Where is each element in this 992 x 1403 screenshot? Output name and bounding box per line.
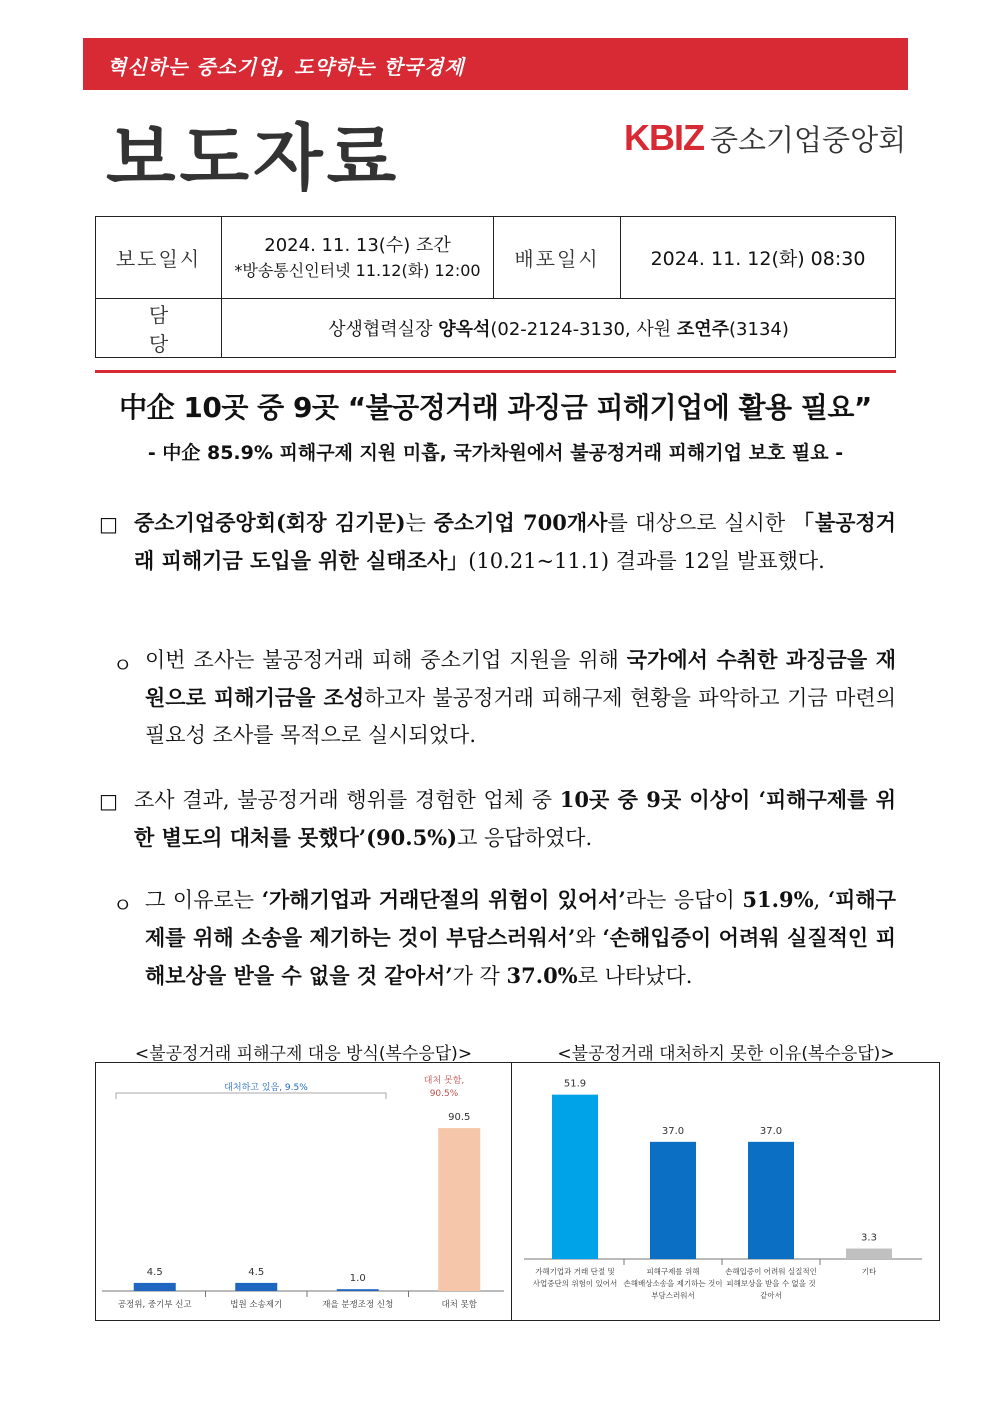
p4-pct-2: 37.0% [506, 963, 578, 988]
logo-brand: KBIZ [624, 117, 704, 158]
square-bullet-1: □ [99, 512, 118, 536]
paragraph-2 [145, 641, 896, 754]
circle-bullet-2: ㅇ [113, 893, 133, 917]
p4-text-5: 로 나타났다. [577, 964, 693, 988]
logo-org-name: 중소기업중앙회 [710, 122, 907, 157]
chart-2-value-label-2: 37.0 [759, 1125, 783, 1137]
p1-target: 중소기업 700개사 [433, 510, 608, 535]
circle-bullet-1: ㅇ [113, 653, 133, 677]
p4-pct-1: 51.9% [742, 887, 814, 912]
contact-name-1: 양옥석 [438, 319, 491, 340]
chart-1-frame [95, 1062, 512, 1321]
chart-2-bar-2 [748, 1142, 794, 1259]
p4-reason-1: ‘가해기업과 거래단절의 위험이 있어서’ [261, 887, 626, 912]
p4-text-3: 와 [575, 926, 603, 950]
release-date-cell [222, 217, 494, 299]
contact-label: 담 당 [96, 299, 222, 358]
chart-2-category-label-1-2: 부담스러워서 [651, 1291, 695, 1300]
chart-2-category-label-3-0: 기타 [861, 1267, 877, 1276]
p1-text-1: 는 [405, 511, 434, 535]
chart-2-value-label-0: 51.9 [563, 1078, 587, 1090]
p4-text-1: 그 이유로는 [145, 888, 262, 912]
chart-2-category-label-2-0: 손해입증이 어려워 실질적인 [725, 1267, 817, 1276]
release-broadcast-note: *방송통신인터넷 11.12(화) 12:00 [234, 261, 481, 280]
chart-1-bar-0 [134, 1283, 176, 1291]
chart-2-category-label-1-1: 손해배상소송을 제기하는 것이 [623, 1279, 723, 1288]
contact-name-2: 조연주 [676, 319, 730, 340]
p2-text-2: 하고자 불공정거래 피해구제 현황을 파악하고 기금 마련의 필요성 조사를 목적으로 실시되었다. [145, 686, 896, 747]
p1-text-2: 를 대상으로 실시한 [607, 511, 793, 535]
chart-1-svg [96, 1063, 511, 1320]
p1-survey: 「불공정거래 피해기금 도입을 위한 실태조사」 [134, 510, 896, 573]
chart-1-value-label-2: 1.0 [349, 1273, 366, 1285]
header-banner [83, 38, 908, 90]
chart-1-value-label-1: 4.5 [248, 1266, 265, 1278]
chart-1-category-label-0: 공정위, 중기부 신고 [117, 1300, 192, 1310]
contact-phone: (02-2124-3130, 사원 [490, 319, 677, 340]
p4-comma: , [813, 888, 828, 912]
chart-2-value-label-1: 37.0 [661, 1125, 685, 1137]
p2-emphasis: 국가에서 수취한 과징금을 재원으로 피해기금을 조성 [145, 647, 896, 710]
chart-1-bracket [116, 1093, 386, 1099]
p3-emphasis: 10곳 중 9곳 이상이 ‘피해구제를 위한 별도의 대처를 못했다’(90.5%) [134, 787, 896, 850]
chart-1-value-label-0: 4.5 [146, 1266, 163, 1278]
subheadline: - 中企 85.9% 피해구제 지원 미흡, 국가차원에서 불공정거래 피해기업 보호 필요 - [147, 442, 844, 464]
paragraph-1 [134, 504, 896, 580]
chart-2-category-label-1-0: 피해구제를 위해 [646, 1267, 700, 1276]
chart-2-bar-0 [552, 1095, 598, 1259]
chart-1-category-label-2: 재을 분쟁조정 신청 [322, 1300, 394, 1310]
chart-1-bar-3 [438, 1128, 480, 1291]
kbiz-logo [624, 116, 906, 160]
p3-text-2: 고 응답하였다. [457, 826, 593, 850]
chart-1-annotation-not-handled-2: 90.5% [429, 1089, 459, 1099]
chart-2-svg [512, 1063, 939, 1320]
banner-slogan: 혁신하는 중소기업, 도약하는 한국경제 [107, 55, 465, 79]
chart-2-value-label-3: 3.3 [861, 1232, 877, 1244]
chart-1-category-label-3: 대처 못함 [441, 1300, 478, 1310]
p1-text-3: (10.21~11.1) 결과를 12일 발표했다. [468, 549, 825, 573]
divider-line [95, 370, 896, 373]
chart-1-bar-2 [337, 1289, 379, 1291]
p4-reason-3: ‘손해입증이 어려워 실질적인 피해보상을 받을 수 없을 것 같아서’ [145, 925, 896, 988]
contact-title: 상생협력실장 [328, 319, 439, 340]
chart-1-value-label-3: 90.5 [448, 1112, 471, 1124]
headline: 中企 10곳 중 9곳 “불공정거래 과징금 피해기업에 활용 필요” [119, 391, 872, 424]
chart-1-annotation-not-handled-1: 대처 못함, [423, 1076, 465, 1086]
release-info-table [95, 216, 896, 358]
contact-ext: (3134) [729, 319, 789, 340]
chart-2-category-label-0-1: 사업중단의 위험이 있어서 [532, 1279, 618, 1288]
chart-2-bar-1 [650, 1142, 696, 1259]
paragraph-4 [145, 881, 896, 995]
chart-2-bar-3 [846, 1249, 892, 1259]
chart-1-category-label-1: 법원 소송제기 [230, 1300, 283, 1310]
p4-text-4: 가 각 [452, 964, 507, 988]
contact-info [222, 299, 896, 358]
release-date-label: 보도일시 [96, 217, 222, 299]
chart-2-frame [511, 1062, 940, 1321]
release-date: 2024. 11. 13(수) 조간 [264, 235, 451, 256]
chart-1-annotation-handled: 대처하고 있음, 9.5% [224, 1083, 308, 1093]
p2-text-1: 이번 조사는 불공정거래 피해 중소기업 지원을 위해 [145, 648, 627, 672]
chart-2-category-label-2-2: 같아서 [760, 1291, 782, 1300]
p4-text-2: 라는 응답이 [625, 888, 743, 912]
chart-1-title: <불공정거래 피해구제 대응 방식(복수응답)> [134, 1044, 473, 1064]
chart-2-category-label-0-0: 가해기업과 거래 단절 및 [535, 1267, 615, 1276]
document-title: 보도자료 [106, 116, 401, 200]
paragraph-3 [134, 781, 896, 857]
distribution-date-label: 배포일시 [494, 217, 621, 299]
distribution-date: 2024. 11. 12(화) 08:30 [621, 217, 896, 299]
square-bullet-2: □ [99, 789, 118, 813]
p1-org: 중소기업중앙회(회장 김기문) [134, 510, 406, 535]
chart-2-title: <불공정거래 대처하지 못한 이유(복수응답)> [557, 1044, 895, 1064]
p3-text-1: 조사 결과, 불공정거래 행위를 경험한 업체 중 [134, 788, 560, 812]
chart-1-bar-1 [235, 1283, 277, 1291]
p4-reason-2: ‘피해구제를 위해 소송을 제기하는 것이 부담스러워서’ [145, 887, 897, 950]
chart-2-category-label-2-1: 피해보상을 받을 수 없을 것 [726, 1279, 816, 1288]
